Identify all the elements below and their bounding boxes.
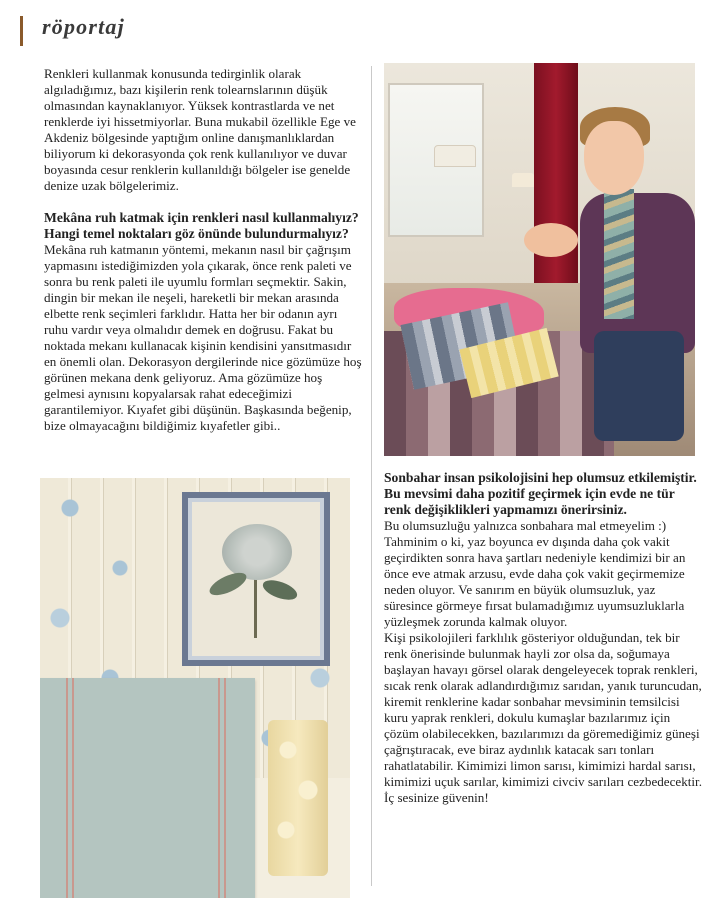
striped-table-runner (40, 678, 255, 898)
framed-hydrangea-print (182, 492, 330, 666)
pillar-candle (268, 720, 328, 876)
accent-bar (20, 16, 23, 46)
decor-collage-image (40, 478, 350, 898)
left-column (44, 66, 362, 434)
interview-photo (384, 63, 695, 456)
right-column (384, 470, 702, 806)
intro-paragraph: Renkleri kullanmak konusunda tedirginlik olarak algıladığımız, bazı kişilerin renk tolearnslarının düşük olmasından kaynaklanıyor. Yüksek kontrastlarda ve net renklerde iyi hissetmiyorlar. Buna mukabil özellikle Ege ve Akdeniz bölgesinde yaptığım online danışmanlıklardan biliyorum ki dekorasyonda çok renk kullanılıyor ve duvar boyasında cesur renklerin kullanıldığı bölgeler ise genelde denize uzak bölgelerimiz. (44, 66, 356, 193)
answer-paragraph: Mekâna ruh katmanın yöntemi, mekanın nasıl bir çağrışım yapmasını istediğimizden yola çıkarak, önce renk paleti ve sonra bu renk paleti ile uyumlu formları seçmektir. Sakin, dingin bir mekan ile neşeli, hareketli bir mekan arasında elbette renk seçimleri farklıdır. Hatta her bir odanın ayrı ruhu vardır veya olmalıdır demek en doğrusu. Fakat bu noktada mekanı kullanacak kişinin kendisini yansıtmasıdır en önemli olan. Dekorasyon dergilerinde nice gözümüze hoş görünen mekana denk geliyoruz. Ama gözümüze hoş gelmesi aynısını kopyalarsak rahat edeceğimizi garantilemiyor. Kıyafet gibi düşünün. Başkasında beğenip, bize olmayacağını bildiğimiz kıyafetler gibi.. (44, 242, 362, 433)
question-heading: Mekâna ruh katmak için renkleri nasıl kullanmalıyız? Hangi temel noktaları göz önünde bulundurmalıyız? (44, 210, 359, 241)
question-heading: Sonbahar insan psikolojisini hep olumsuz etkilemiştir. Bu mevsimi daha pozitif geçirmek için evde ne tür renk değişiklikleri yapmamızı önerirsiniz. (384, 470, 697, 517)
answer-paragraph: Bu olumsuzluğu yalnızca sonbahara mal etmeyelim :) Tahminim o ki, yaz boyunca ev dışında daha çok vakit geçirdikten sonra hava şartları nedeniyle kendimizi bir an önce eve atmak arzusu, evde daha çok vakit geçirmemize neden oluyor. Ve sanırım en büyük olumsuzluk, yaz süresince görmeye fırsat bulamadığımız uyumsuzluklarla yüzleşmek zorunda kalmak oluyor. (384, 518, 686, 629)
answer-paragraph: Kişi psikolojileri farklılık gösteriyor olduğundan, tek bir renk önerisinde bulunmak hayli zor olsa da, soğumaya başlayan havayı görsel olarak dengeleyecek toprak renkleri, sıcak renk olarak adlandırdığımız sarıdan, yanık turuncudan, kiremit renklerine kadar sonbahar mevsiminin temsilcisi kuru yaprak renkleri, dokulu kumaşlar bazılarımız için çözüm olabilecekken, bazılarımızı da göremediğimiz güneşi çağrıştıracak, eve biraz aydınlık katacak sarı tonları rahatlatabilir. Kimimizi limon sarısı, kimimizi hardal sarısı, kimimizi uçuk sarılar, kimimizi civciv sarıları cezbedecektir. İç sesinize güvenin! (384, 630, 702, 805)
section-title: röportaj (42, 14, 125, 39)
column-divider (371, 66, 372, 886)
